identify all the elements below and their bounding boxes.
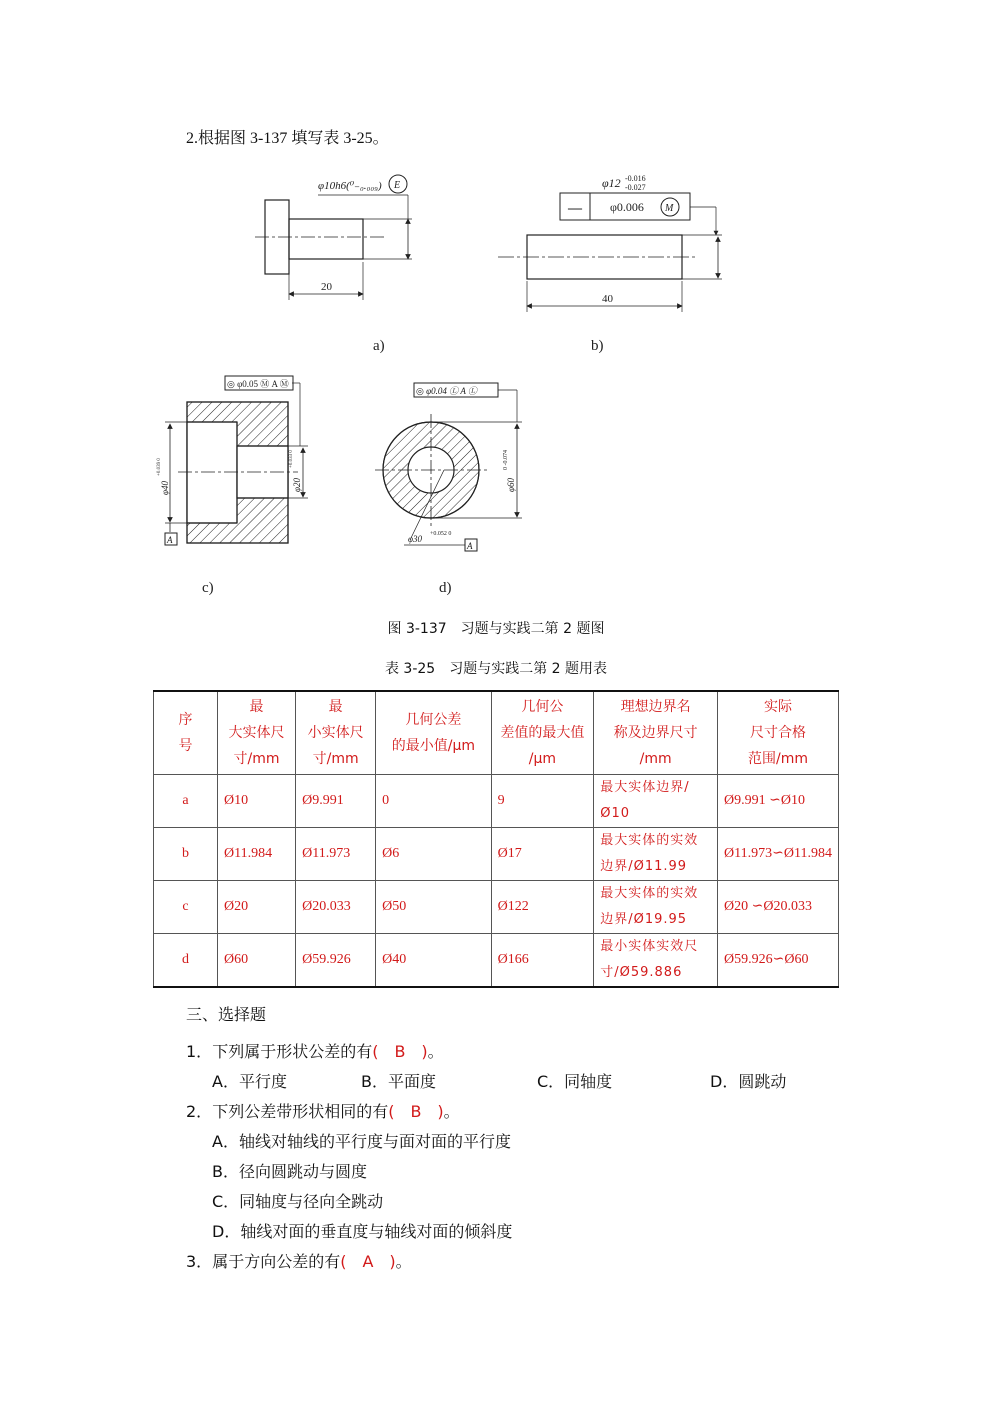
cell-index: d xyxy=(154,934,218,988)
figure-c-outer-dim: φ40 xyxy=(160,481,170,495)
question-tail: 。 xyxy=(443,1102,460,1121)
cell-tol-min: Ø40 xyxy=(376,934,491,988)
header-max-material: 最 大实体尺 寸/mm xyxy=(217,691,295,775)
question-text: 属于方向公差的有 xyxy=(212,1252,341,1271)
section-title: 三、选择题 xyxy=(186,1005,267,1024)
table-header-row xyxy=(154,691,839,775)
cell-tol-min: Ø50 xyxy=(376,881,491,934)
cell-tol-max: Ø166 xyxy=(491,934,594,988)
question-tail: 。 xyxy=(395,1252,412,1271)
answer: ( A ) xyxy=(340,1252,396,1271)
cell-range: Ø59.926∽Ø60 xyxy=(718,934,839,988)
cell-min-material: Ø11.973 xyxy=(296,828,376,881)
option-b: B．平面度 xyxy=(361,1072,436,1091)
figure-b-size: φ12 xyxy=(602,176,621,190)
figure-c-outer-dev: +0.039 0 xyxy=(157,458,162,476)
cell-tol-max: Ø122 xyxy=(491,881,594,934)
figure-a-envelope: E xyxy=(394,180,401,191)
figure-d-inner-dim: φ30 xyxy=(408,534,422,544)
question-text: 下列公差带形状相同的有 xyxy=(212,1102,389,1121)
cell-max-material: Ø11.984 xyxy=(217,828,295,881)
question-text: 下列属于形状公差的有 xyxy=(212,1042,373,1061)
cell-max-material: Ø20 xyxy=(217,881,295,934)
figure-d-outer-dim: φ60 xyxy=(506,478,516,492)
question-tail: 。 xyxy=(427,1042,444,1061)
figure-c-inner-dev: +0.033 0 xyxy=(289,450,294,468)
figure-b-lower-dev: -0.027 xyxy=(625,183,646,192)
question-number: 3． xyxy=(186,1252,213,1271)
figure-a-length: 20 xyxy=(321,281,332,293)
cell-tol-min: 0 xyxy=(376,775,491,828)
figure-d-frame: ◎ φ0.04 Ⓛ A Ⓛ xyxy=(416,386,477,396)
table-row xyxy=(154,934,839,988)
option-a: A．平行度 xyxy=(212,1072,287,1091)
figure-d-outer-dev: 0 -0.074 xyxy=(503,450,509,470)
figure-caption: 图 3-137 习题与实践二第 2 题图 xyxy=(387,621,605,637)
figure-a-label: a) xyxy=(373,338,385,354)
cell-tol-max: 9 xyxy=(491,775,594,828)
figure-a-tolerance: φ10h6(⁰₋₀.₀₀₉) xyxy=(318,180,382,192)
table-row xyxy=(154,775,839,828)
figure-b-label: b) xyxy=(591,338,604,354)
table-caption: 表 3-25 习题与实践二第 2 题用表 xyxy=(384,661,608,677)
cell-min-material: Ø9.991 xyxy=(296,775,376,828)
option-d: D．轴线对面的垂直度与轴线对面的倾斜度 xyxy=(212,1222,513,1241)
cell-index: a xyxy=(154,775,218,828)
figure-d-inner-dev: +0.052 0 xyxy=(430,531,452,537)
question-2 xyxy=(186,1099,460,1122)
figure-d-label: d) xyxy=(439,580,452,596)
answer: ( B ) xyxy=(372,1042,428,1061)
figure-d-datum: A xyxy=(467,541,473,551)
header-min-material: 最 小实体尺 寸/mm xyxy=(296,691,376,775)
cell-index: b xyxy=(154,828,218,881)
option-d: D．圆跳动 xyxy=(710,1072,787,1091)
cell-range: Ø9.991 ∽Ø10 xyxy=(718,775,839,828)
cell-boundary: 最大实体边界/Ø10 xyxy=(594,775,718,828)
header-tol-max: 几何公 差值的最大值 /μm xyxy=(491,691,594,775)
table-row xyxy=(154,828,839,881)
option-c: C．同轴度 xyxy=(537,1072,613,1091)
figure-b-frame-modifier: M xyxy=(665,203,674,214)
cell-max-material: Ø10 xyxy=(217,775,295,828)
figure-b-upper-dev: -0.016 xyxy=(625,174,646,183)
header-boundary: 理想边界名 称及边界尺寸 /mm xyxy=(594,691,718,775)
table-3-25 xyxy=(153,690,839,988)
header-range: 实际 尺寸合格 范围/mm xyxy=(718,691,839,775)
question-3 xyxy=(186,1249,412,1272)
figure-c-inner-dim: φ20 xyxy=(292,478,302,492)
option-c: C．同轴度与径向全跳动 xyxy=(212,1192,384,1211)
figure-b-frame-value: φ0.006 xyxy=(610,200,644,214)
question-number: 1． xyxy=(186,1042,213,1061)
figure-b-frame-symbol: — xyxy=(568,201,582,216)
table-row xyxy=(154,881,839,934)
figure-b-length: 40 xyxy=(602,293,613,305)
figure-3-137 xyxy=(0,0,992,610)
answer: ( B ) xyxy=(388,1102,444,1121)
cell-boundary: 最大实体的实效边界/Ø19.95 xyxy=(594,881,718,934)
header-tol-min: 几何公差 的最小值/μm xyxy=(376,691,491,775)
heading: 2.根据图 3-137 填写表 3-25。 xyxy=(186,130,389,147)
cell-index: c xyxy=(154,881,218,934)
option-a: A．轴线对轴线的平行度与面对面的平行度 xyxy=(212,1132,511,1151)
cell-range: Ø20 ∽Ø20.033 xyxy=(718,881,839,934)
cell-min-material: Ø59.926 xyxy=(296,934,376,988)
cell-boundary: 最小实体实效尺寸/Ø59.886 xyxy=(594,934,718,988)
question-1 xyxy=(186,1039,444,1062)
cell-tol-min: Ø6 xyxy=(376,828,491,881)
figure-c xyxy=(165,376,308,545)
option-b: B．径向圆跳动与圆度 xyxy=(212,1162,367,1181)
cell-range: Ø11.973∽Ø11.984 xyxy=(718,828,839,881)
figure-a xyxy=(255,175,412,300)
figure-d xyxy=(375,383,522,551)
cell-boundary: 最大实体的实效边界/Ø11.99 xyxy=(594,828,718,881)
figure-c-frame: ◎ φ0.05 Ⓜ A Ⓜ xyxy=(227,379,289,389)
cell-tol-max: Ø17 xyxy=(491,828,594,881)
figure-c-datum: A xyxy=(167,535,173,545)
question-number: 2． xyxy=(186,1102,213,1121)
header-index: 序 号 xyxy=(154,691,218,775)
cell-min-material: Ø20.033 xyxy=(296,881,376,934)
cell-max-material: Ø60 xyxy=(217,934,295,988)
figure-c-label: c) xyxy=(202,580,214,596)
